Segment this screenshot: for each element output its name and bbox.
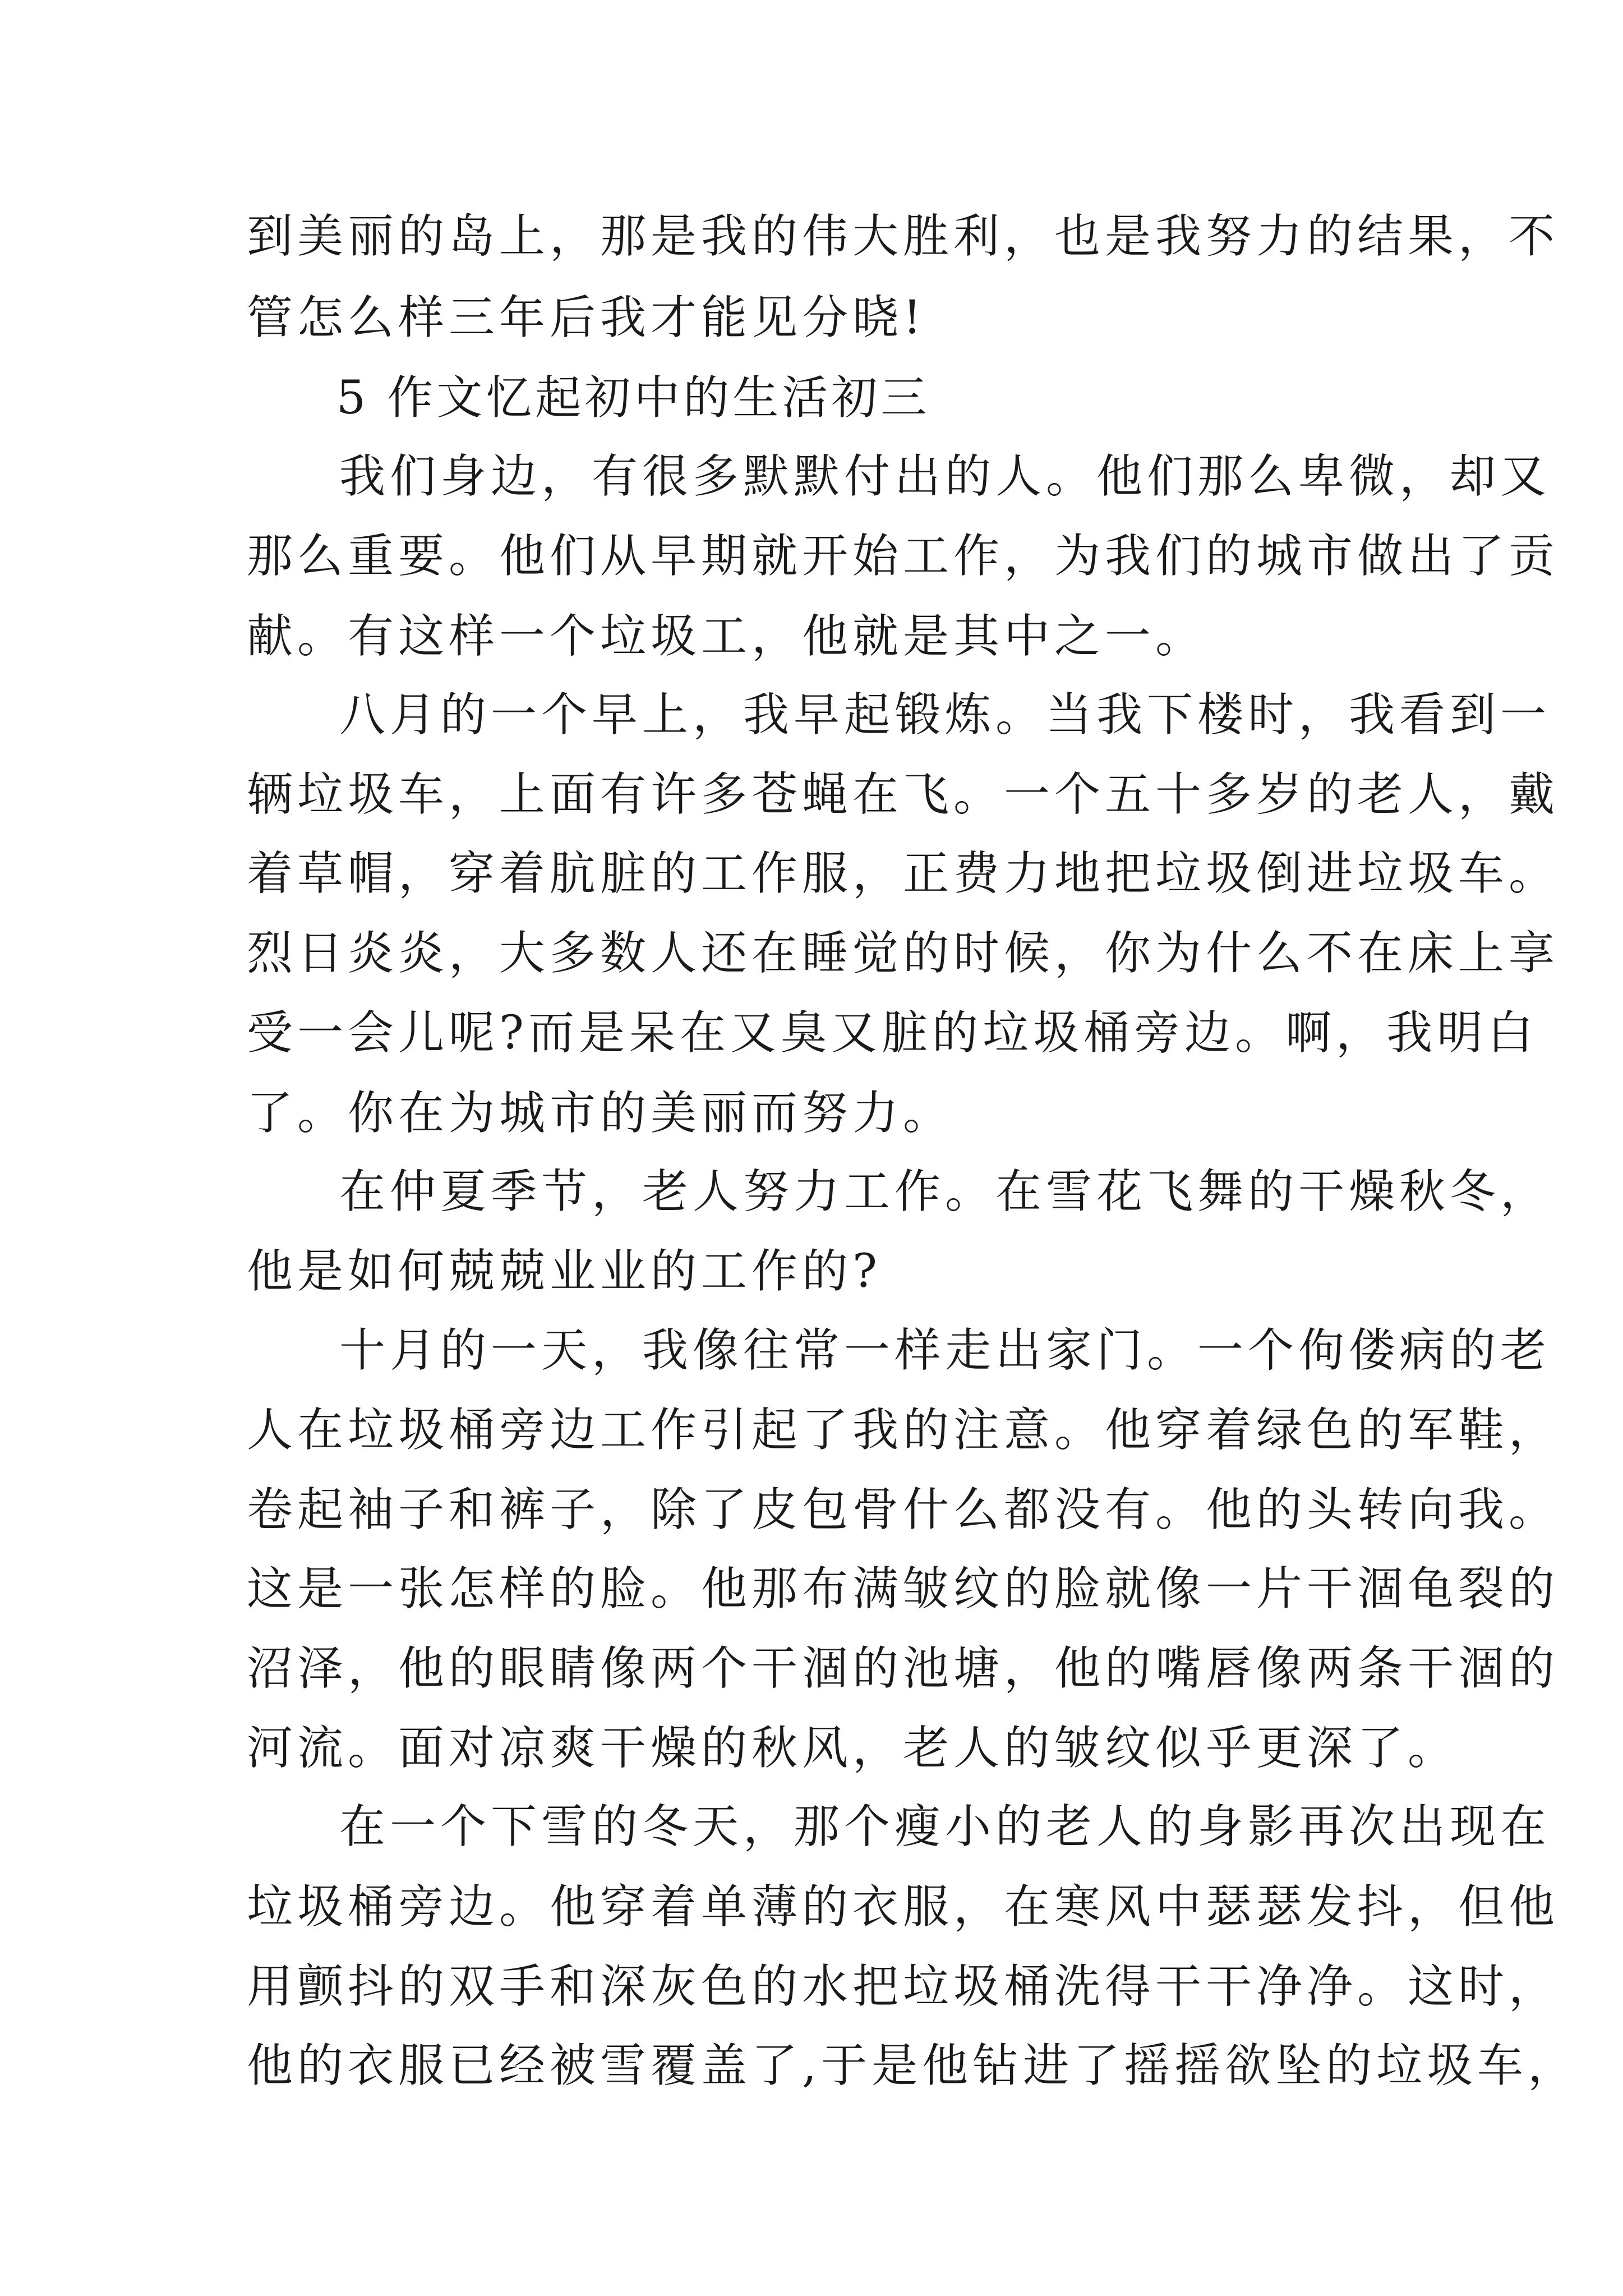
- line-text: 他的衣服已经被雪覆盖了,于是他钻进了摇摇欲坠的垃圾车，: [247, 2039, 1579, 2092]
- text-line: [0, 1238, 1623, 1305]
- line-text: 这是一张怎样的脸。他那布满皱纹的脸就像一片干涸龟裂的: [247, 1562, 1560, 1616]
- line-text: 用颤抖的双手和深灰色的水把垃圾桶洗得干干净净。这时，: [247, 1960, 1560, 2013]
- heading-text: 5 作文忆起初中的生活初三: [336, 371, 930, 425]
- paragraph-first-line: [0, 1158, 1623, 1226]
- text-line: [0, 920, 1623, 987]
- line-text: 着草帽，穿着肮脏的工作服，正费力地把垃圾倒进垃圾车。: [247, 847, 1560, 900]
- text-line: [0, 1476, 1623, 1544]
- line-text: 献。有这样一个垃圾工，他就是其中之一。: [247, 610, 1206, 663]
- line-text: 烈日炎炎，大多数人还在睡觉的时候，你为什么不在床上享: [247, 927, 1560, 980]
- section-heading: [0, 365, 1623, 432]
- text-line: [0, 1000, 1623, 1067]
- line-text: 八月的一个早上，我早起锻炼。当我下楼时，我看到一: [339, 688, 1551, 742]
- line-text: 十月的一天，我像往常一样走出家门。一个佝偻病的老: [339, 1324, 1551, 1377]
- text-line: [0, 603, 1623, 670]
- text-line: [0, 840, 1623, 908]
- line-text: 管怎么样三年后我才能见分晓!: [247, 291, 926, 344]
- line-text: 在仲夏季节，老人努力工作。在雪花飞舞的干燥秋冬，: [339, 1165, 1551, 1218]
- text-line: [0, 1397, 1623, 1464]
- text-line: [0, 1953, 1623, 2021]
- paragraph-first-line: [0, 1317, 1623, 1384]
- line-text: 卷起袖子和裤子，除了皮包骨什么都没有。他的头转向我。: [247, 1483, 1560, 1536]
- paragraph-first-line: [0, 443, 1623, 510]
- line-text: 人在垃圾桶旁边工作引起了我的注意。他穿着绿色的军鞋，: [247, 1404, 1560, 1457]
- line-text: 我们身边，有很多默默付出的人。他们那么卑微，却又: [339, 450, 1551, 503]
- text-line: [0, 1556, 1623, 1623]
- paragraph-first-line: [0, 682, 1623, 749]
- line-text: 沼泽，他的眼睛像两个干涸的池塘，他的嘴唇像两条干涸的: [247, 1642, 1560, 1695]
- line-text: 了。你在为城市的美丽而努力。: [247, 1087, 954, 1140]
- line-text: 受一会儿呢?而是呆在又臭又脏的垃圾桶旁边。啊，我明白: [247, 1006, 1538, 1060]
- text-line: [0, 284, 1623, 352]
- text-line: [0, 1874, 1623, 1941]
- line-text: 那么重要。他们从早期就开始工作，为我们的城市做出了贡: [247, 530, 1560, 583]
- text-line: [0, 1715, 1623, 1782]
- text-line: [0, 2032, 1623, 2100]
- line-text: 河流。面对凉爽干燥的秋风，老人的皱纹似乎更深了。: [247, 1722, 1459, 1775]
- text-line: [0, 203, 1623, 270]
- line-text: 垃圾桶旁边。他穿着单薄的衣服，在寒风中瑟瑟发抖，但他: [247, 1880, 1560, 1934]
- line-text: 他是如何兢兢业业的工作的?: [247, 1245, 882, 1298]
- text-line: [0, 523, 1623, 590]
- text-line: [0, 1635, 1623, 1703]
- paragraph-first-line: [0, 1793, 1623, 1861]
- line-text: 在一个下雪的冬天，那个瘦小的老人的身影再次出现在: [339, 1800, 1551, 1853]
- line-text: 辆垃圾车，上面有许多苍蝇在飞。一个五十多岁的老人，戴: [247, 768, 1560, 821]
- text-line: [0, 761, 1623, 829]
- line-text: 到美丽的岛上，那是我的伟大胜利，也是我努力的结果，不: [247, 210, 1560, 263]
- text-line: [0, 1080, 1623, 1147]
